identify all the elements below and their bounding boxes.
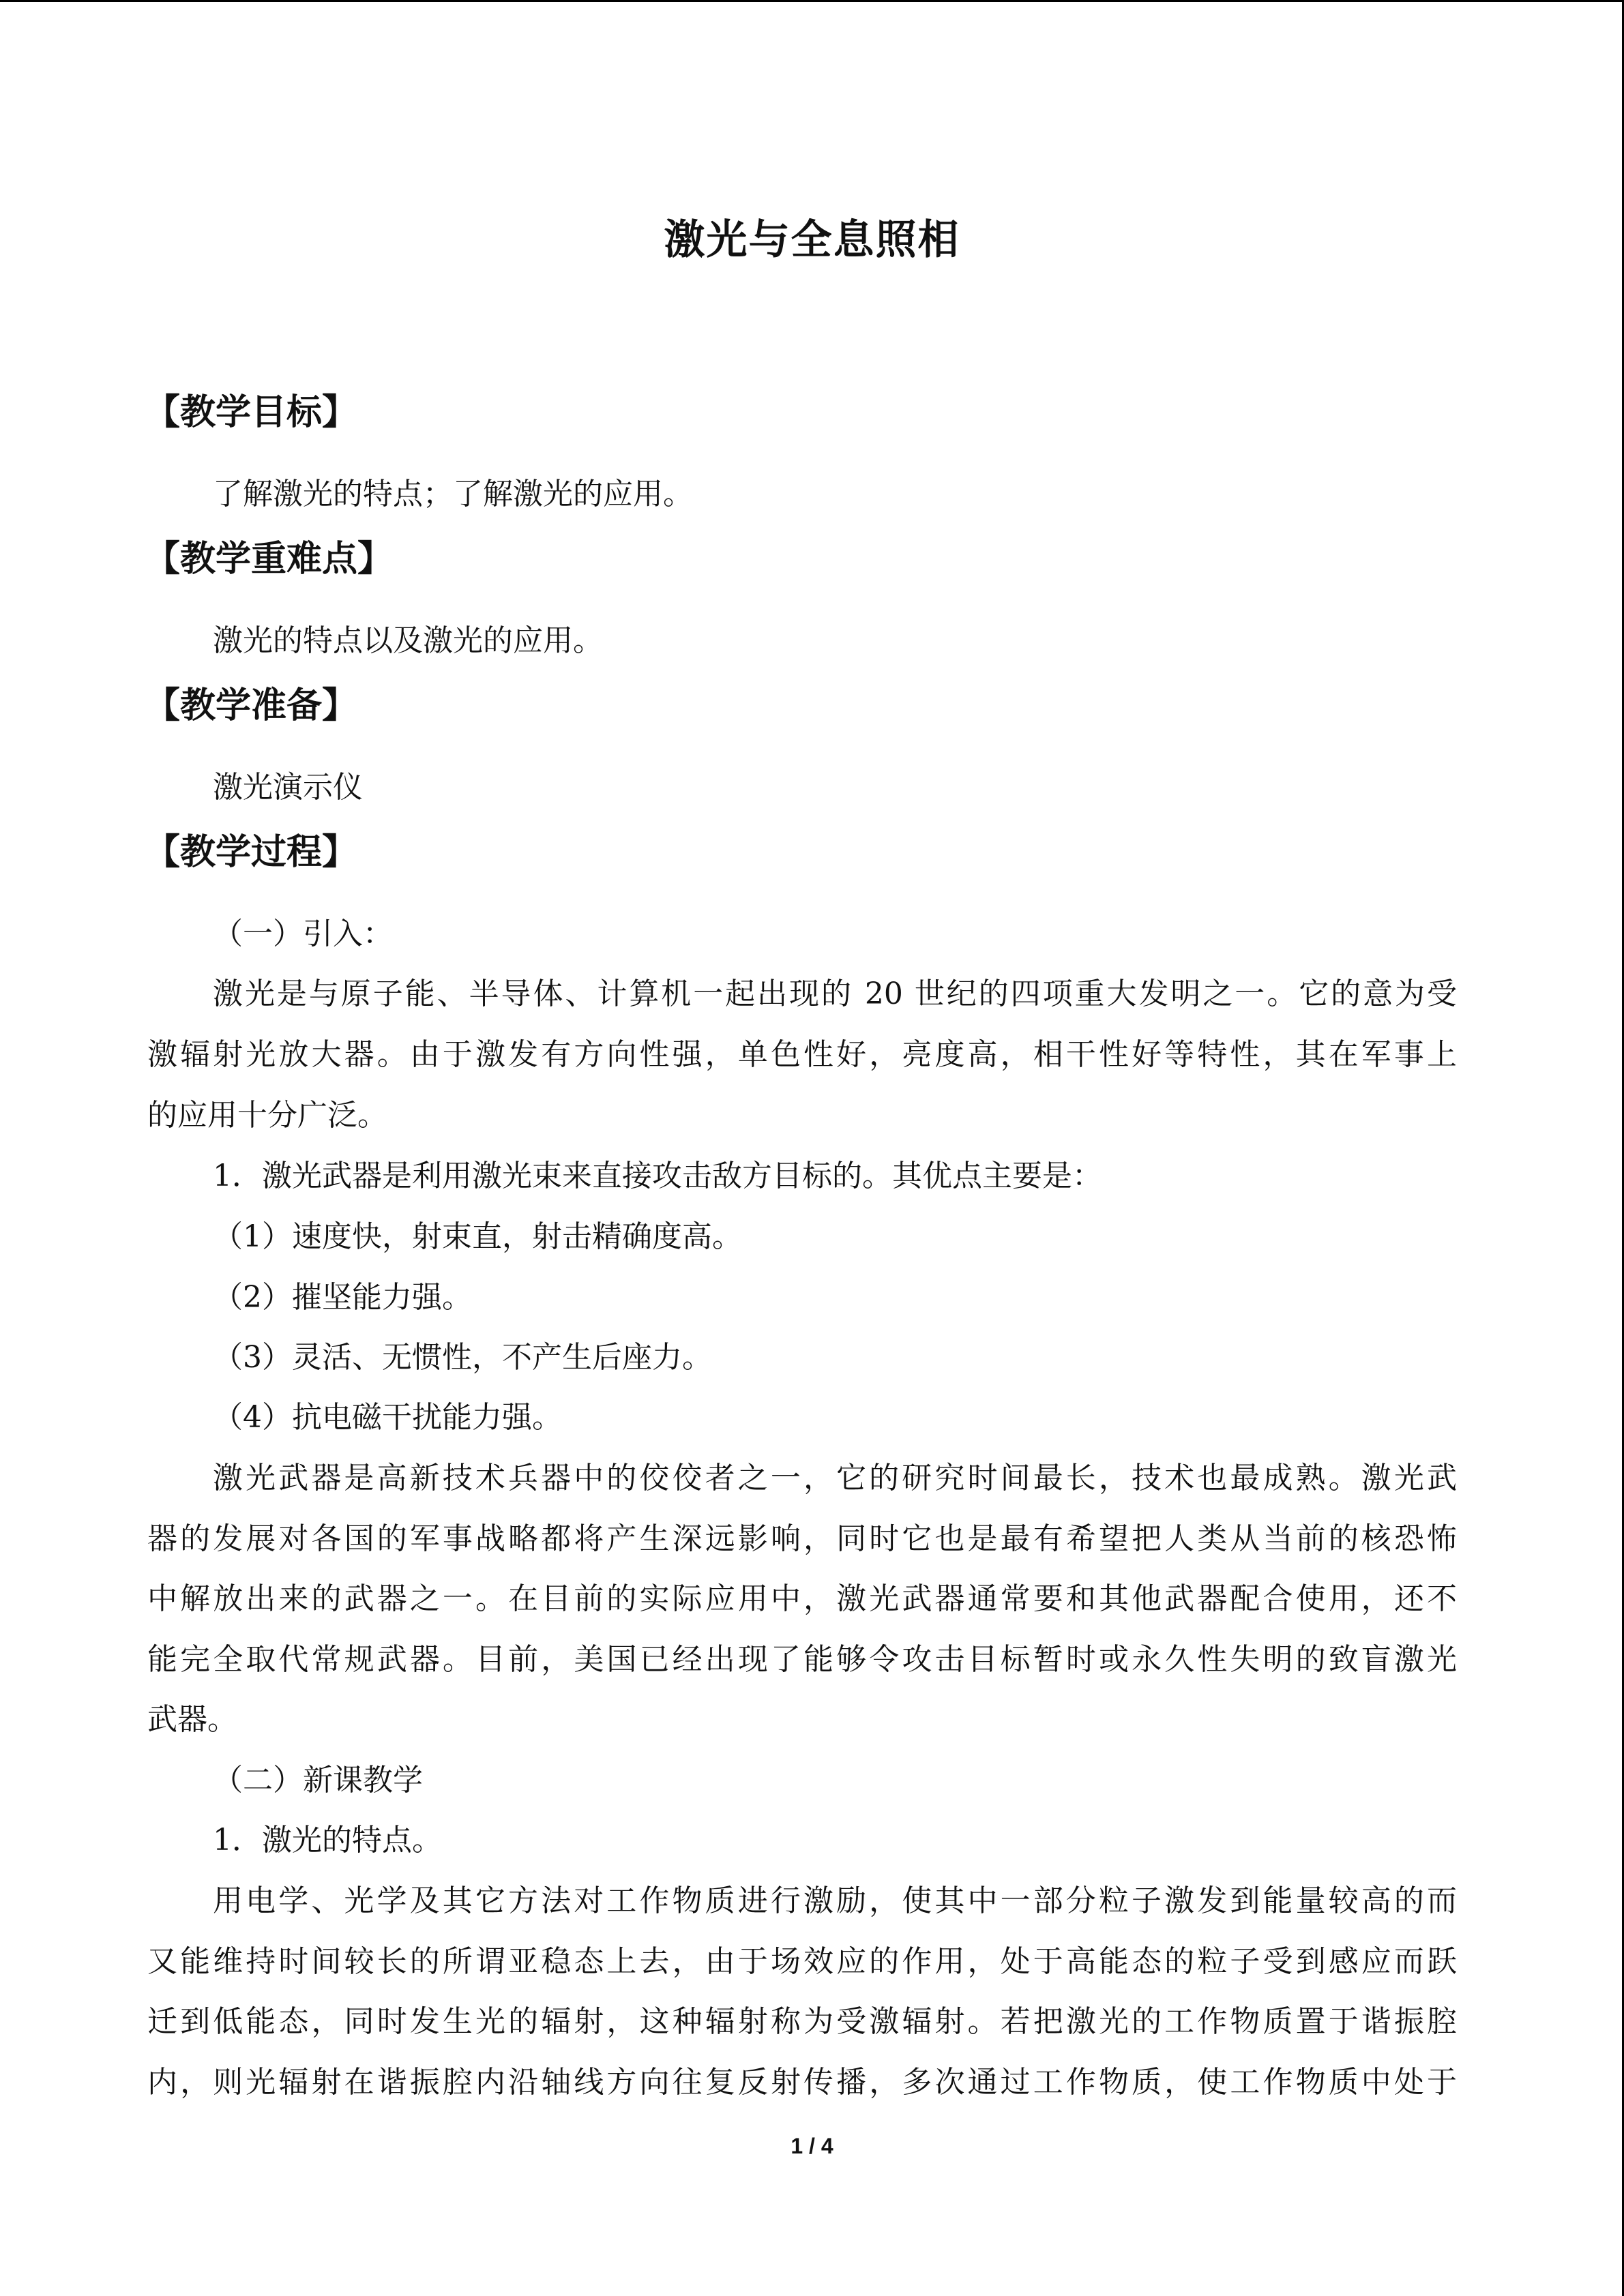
- page-top-border: [0, 0, 1624, 2]
- objective-text: 了解激光的特点；了解激光的应用。: [213, 477, 693, 511]
- intro-paragraph-line: 的应用十分广泛。: [147, 1098, 387, 1133]
- weapon-paragraph-line: 中解放出来的武器之一。在目前的实际应用中，激光武器通常要和其他武器配合使用，还不: [147, 1581, 1457, 1616]
- weapon-intro: 1．激光武器是利用激光束来直接攻击敌方目标的。其优点主要是：: [213, 1159, 1102, 1193]
- preparation-text: 激光演示仪: [213, 770, 363, 805]
- document-title: 激光与全息照相: [664, 216, 960, 264]
- intro-paragraph-line: 激光是与原子能、半导体、计算机一起出现的 20 世纪的四项重大发明之一。它的意为受: [213, 976, 1457, 1011]
- heading-objective: 【教学目标】: [145, 392, 358, 433]
- feature-paragraph-line: 用电学、光学及其它方法对工作物质进行激励，使其中一部分粒子激发到能量较高的而: [213, 1883, 1457, 1918]
- advantage-item: （2）摧坚能力强。: [213, 1280, 472, 1315]
- intro-label: （一）引入：: [213, 916, 393, 951]
- heading-key-points: 【教学重难点】: [145, 539, 394, 580]
- advantage-item: （3）灵活、无惯性，不产生后座力。: [213, 1340, 712, 1375]
- feature-paragraph-line: 又能维持时间较长的所谓亚稳态上去，由于场效应的作用，处于高能态的粒子受到感应而跃: [147, 1944, 1457, 1979]
- intro-paragraph-line: 激辐射光放大器。由于激发有方向性强，单色性好，亮度高，相干性好等特性，其在军事上: [147, 1037, 1457, 1072]
- weapon-paragraph-line: 武器。: [147, 1702, 237, 1737]
- key-points-text: 激光的特点以及激光的应用。: [213, 623, 603, 658]
- advantage-item: （1）速度快，射束直，射击精确度高。: [213, 1219, 742, 1254]
- heading-process: 【教学过程】: [145, 832, 358, 873]
- advantage-item: （4）抗电磁干扰能力强。: [213, 1400, 562, 1435]
- weapon-paragraph-line: 能完全取代常规武器。目前，美国已经出现了能够令攻击目标暂时或永久性失明的致盲激光: [147, 1642, 1457, 1677]
- feature-paragraph-line: 内，则光辐射在谐振腔内沿轴线方向往复反射传播，多次通过工作物质，使工作物质中处于: [147, 2065, 1457, 2100]
- page-number: 1 / 4: [791, 2134, 833, 2158]
- heading-preparation: 【教学准备】: [145, 685, 358, 726]
- feature-paragraph-line: 迁到低能态，同时发生光的辐射，这种辐射称为受激辐射。若把激光的工作物质置于谐振腔: [147, 2004, 1457, 2039]
- weapon-paragraph-line: 器的发展对各国的军事战略都将产生深远影响，同时它也是最有希望把人类从当前的核恐怖: [147, 1521, 1457, 1556]
- new-lesson-label: （二）新课教学: [213, 1763, 423, 1798]
- weapon-paragraph-line: 激光武器是高新技术兵器中的佼佼者之一，它的研究时间最长，技术也最成熟。激光武: [213, 1461, 1457, 1495]
- feature-label: 1．激光的特点。: [213, 1823, 442, 1858]
